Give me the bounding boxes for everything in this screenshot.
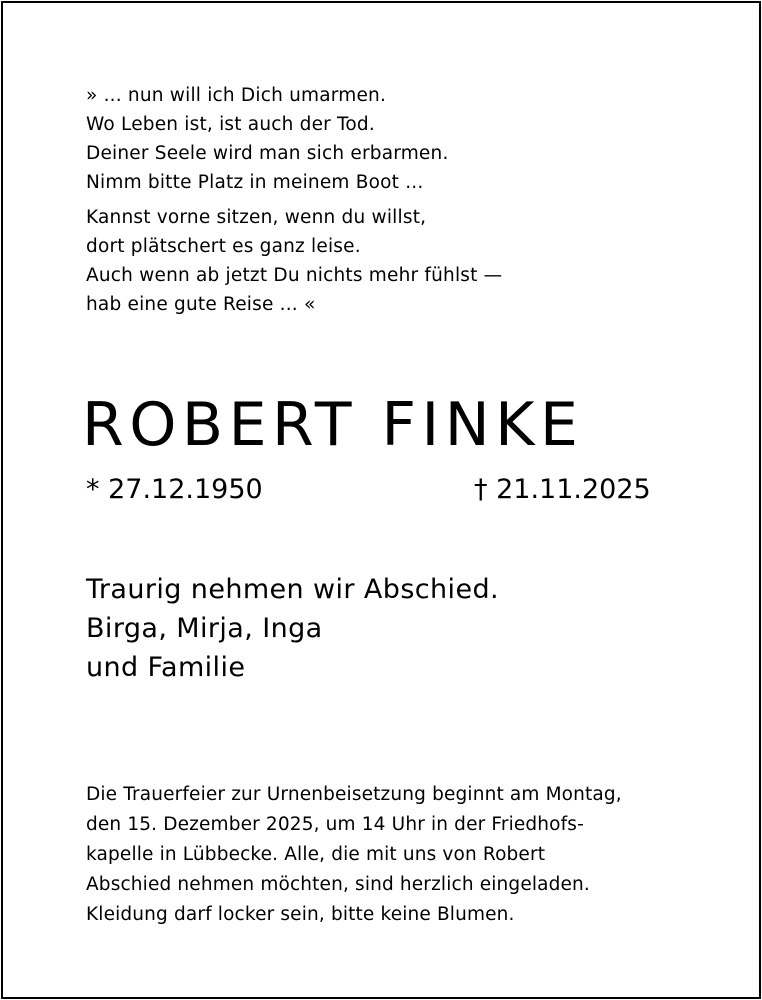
- death-date: † 21.11.2025: [474, 474, 651, 505]
- poem-line: hab eine gute Reise ... «: [86, 294, 316, 315]
- poem: [86, 81, 502, 319]
- poem-line: Nimm bitte Platz in meinem Boot ...: [86, 172, 424, 193]
- notice-line: Kleidung darf locker sein, bitte keine Blumen.: [86, 904, 515, 925]
- poem-line: » ... nun will ich Dich umarmen.: [86, 85, 387, 106]
- birth-date: * 27.12.1950: [86, 474, 263, 505]
- poem-stanza-2: [86, 203, 502, 319]
- notice-line: den 15. Dezember 2025, um 14 Uhr in der Friedhofs-: [86, 814, 584, 835]
- poem-line: dort plätschert es ganz leise.: [86, 236, 361, 257]
- poem-line: Kannst vorne sitzen, wenn du willst,: [86, 207, 427, 228]
- notice-line: Abschied nehmen möchten, sind herzlich eingeladen.: [86, 874, 590, 895]
- poem-line: Auch wenn ab jetzt Du nichts mehr fühlst —: [86, 265, 503, 286]
- funeral-notice: [86, 780, 622, 930]
- mourners-line: und Familie: [86, 652, 246, 683]
- mourners-block: [86, 570, 499, 687]
- notice-line: Die Trauerfeier zur Urnenbeisetzung beginnt am Montag,: [86, 784, 622, 805]
- poem-line: Wo Leben ist, ist auch der Tod.: [86, 114, 375, 135]
- deceased-name: ROBERT FINKE: [82, 390, 584, 460]
- mourners-line: Birga, Mirja, Inga: [86, 613, 323, 644]
- poem-stanza-1: [86, 81, 502, 197]
- mourners-line: Traurig nehmen wir Abschied.: [86, 574, 499, 605]
- notice-line: kapelle in Lübbecke. Alle, die mit uns von Robert: [86, 844, 546, 865]
- poem-line: Deiner Seele wird man sich erbarmen.: [86, 143, 449, 164]
